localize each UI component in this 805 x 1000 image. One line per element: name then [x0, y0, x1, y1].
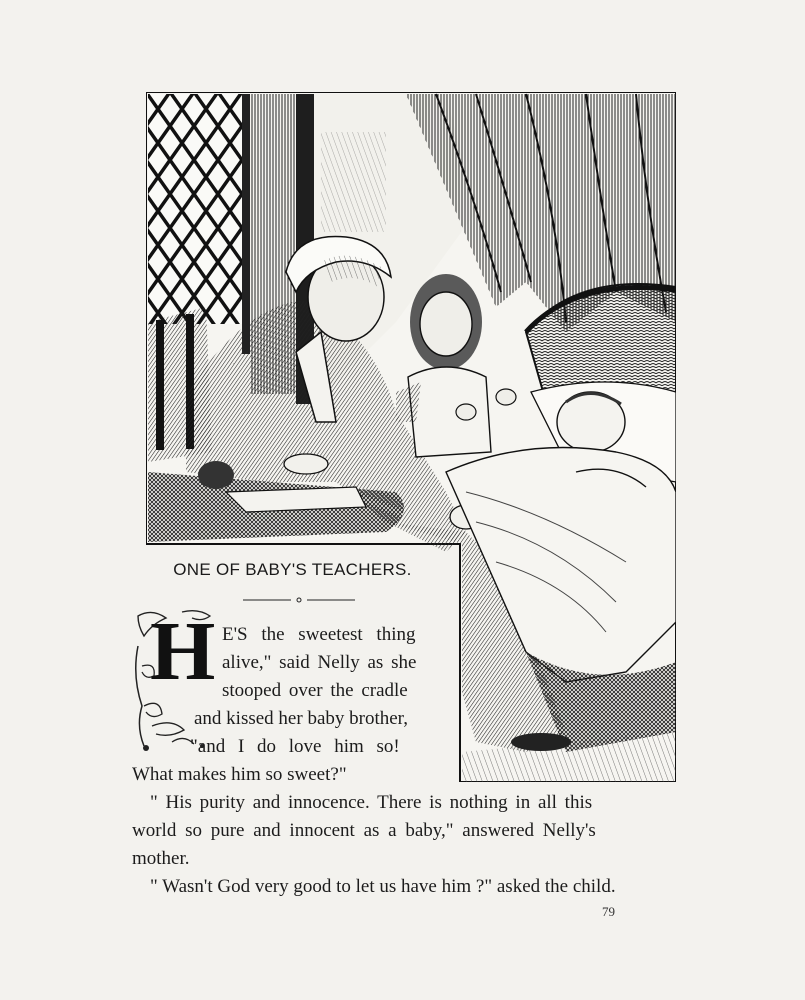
- text-line-5: "and I do love him so!: [190, 736, 400, 757]
- text-line-8: world so pure and innocent as a baby," answered Nelly's: [132, 820, 596, 841]
- engraving-illustration: [146, 92, 676, 782]
- drop-cap-letter: H: [150, 605, 216, 698]
- page-number: 79: [602, 904, 615, 919]
- text-line-9: mother.: [132, 848, 190, 869]
- text-line-7: " His purity and innocence. There is nothing in all this: [150, 792, 593, 813]
- text-line-1: E'S the sweetest thing: [222, 624, 416, 645]
- decorative-rule: [243, 596, 355, 604]
- text-line-3: stooped over the cradle: [222, 680, 408, 701]
- text-line-4: and kissed her baby brother,: [194, 708, 408, 729]
- text-line-2: alive," said Nelly as she: [222, 652, 417, 673]
- illustration-caption: ONE OF BABY'S TEACHERS.: [173, 560, 412, 579]
- text-line-6: What makes him so sweet?": [132, 764, 347, 785]
- text-line-10: " Wasn't God very good to let us have him ?" asked the child.: [150, 876, 616, 897]
